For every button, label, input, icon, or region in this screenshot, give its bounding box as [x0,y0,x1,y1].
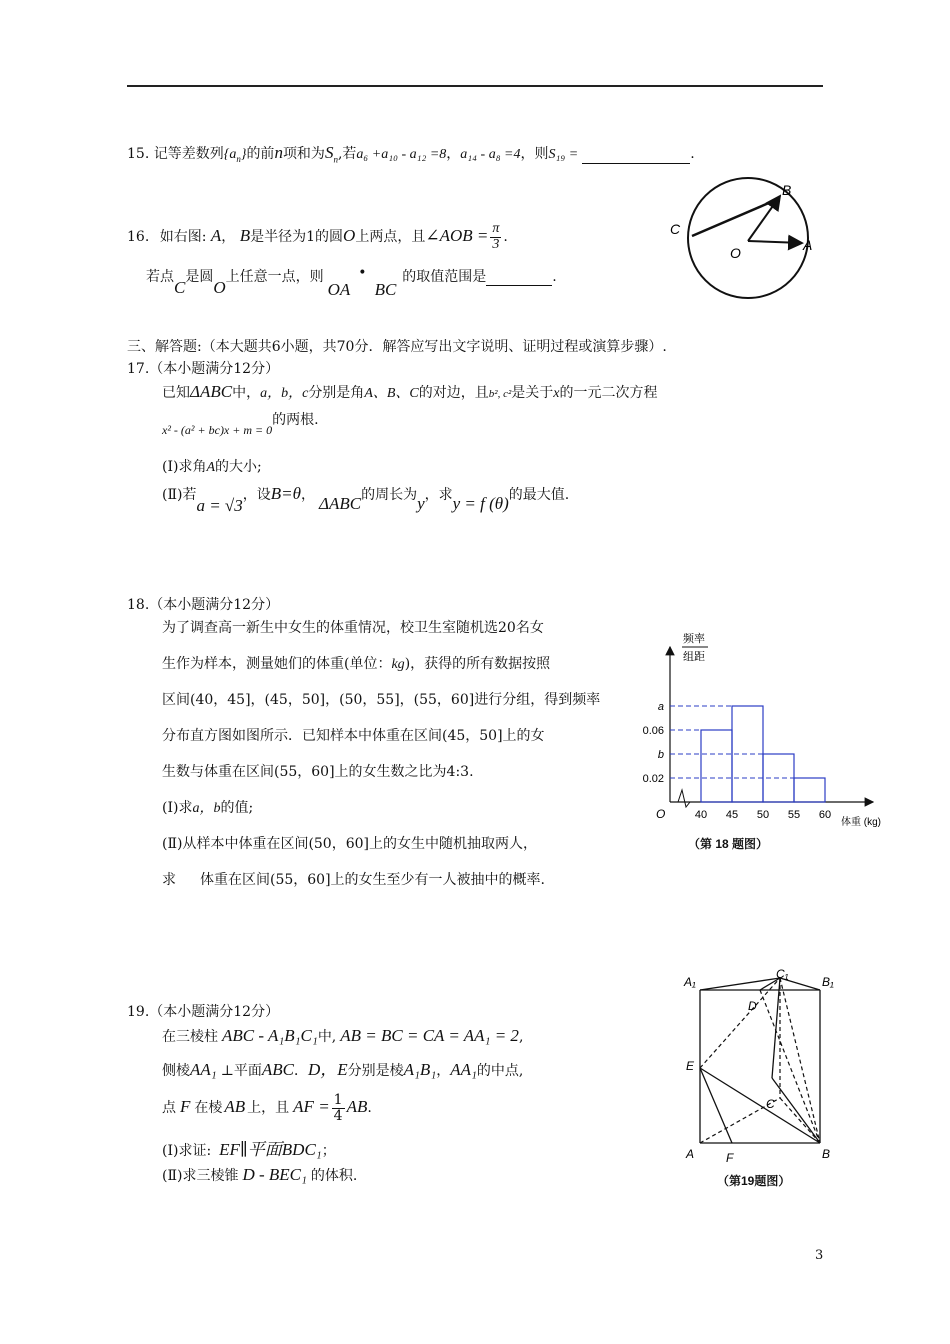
q16-point-b: B [239,226,251,246]
q16-text: 的取值范围是 [402,269,487,285]
vector-oa [748,241,802,243]
q16-text: 的圆 [315,229,344,246]
q16-angle: ∠AOB = [425,226,489,246]
label-b: B [782,182,792,198]
vector-ob [748,196,780,241]
q15-condition-1: a₆ +a₁₀ - a₁₂ =8 [356,147,447,162]
q19-prism: ABC - A₁B₁C₁ [222,1026,318,1045]
q17-var-y: y [417,494,425,513]
q17-part-1: (Ⅰ)求角A的大小; [162,459,262,475]
q18-line-1: 为了调查高一新生中女生的体重情况，校卫生室随机选20名女 [162,620,544,636]
q16-text: 上任意一点，则 [225,269,324,285]
q17-triangle: ΔABC [190,382,233,401]
figure-19-prism [680,968,840,1164]
q19-equalities: AB = BC = CA = AA₁ = 2 [340,1026,519,1045]
label-d: D [748,999,757,1013]
q16-text: 若点 [146,269,174,285]
q15-end: . [690,146,695,162]
q18-part-3: 求 体重在区间(55，60]上的女生至少有一人被抽中的概率. [162,872,546,888]
q16-dot-product: • [358,265,367,281]
q17-roots: b², c² [488,388,512,400]
q16-point-c: C [174,278,186,297]
y-label-bottom: 组距 [683,651,705,663]
q15-answer-blank[interactable] [582,163,690,164]
q15-seq: $\{a_n\}$ [223,147,247,164]
q18-line-2: 生作为样本，测量她们的体重(单位：kg)，获得的所有数据按照 [162,656,551,672]
q18-header: 18.（本小题满分12分） [127,597,280,613]
y-tick-label: 0.02 [642,773,664,785]
label-e: E [686,1059,695,1073]
q19-point-f: F [180,1097,191,1117]
q19-edge-ab: AB [346,1097,368,1117]
q18-line-5: 生数与体重在区间(55，60]上的女生数之比为4:3. [162,764,474,780]
y-label-top: 频率 [683,633,705,645]
q18-unit: kg [391,657,405,672]
section-3-heading: 三、解答题:（本大题共6小题，共70分．解答应写出文字说明、证明过程或演算步骤）. [127,339,667,355]
y-tick-label: 0.06 [642,725,664,737]
label-c1: C₁ [776,968,789,981]
q19-plane-bdc1: BDC₁ [281,1140,322,1159]
q18-ab: a，b [192,801,221,816]
q16-vector-oa: OA [327,280,351,299]
q16-text: 如右图: [159,229,207,246]
question-16-line-2 [146,265,557,299]
q19-line-3: 点 F 在棱 AB 上，且 AF = $\frac{1}{4}$ AB. [162,1092,372,1124]
q18-line-4: 分布直方图如图所示．已知样本中体重在区间(45，50]上的女 [162,728,545,744]
label-f: F [726,1151,734,1164]
label-b1: B₁ [822,975,834,989]
q16-fraction: $\frac{\pi}{3}$ [492,221,500,252]
q17-sides: a，b，c [260,386,309,401]
q16-text: 上两点，且 [355,229,426,246]
label-b: B [822,1147,831,1161]
q16-end: . [552,269,557,285]
q17-a-value: a = √3 [196,496,243,515]
q19-points-de: D，E [307,1060,348,1079]
q15-text: 项和为 [282,146,325,162]
q16-answer-blank[interactable] [486,285,552,286]
figure-19-caption: （第19题图） [717,1174,791,1188]
label-a: A [686,1147,695,1161]
label-o: O [730,245,741,261]
y-tick-label: a [657,701,664,713]
label-c: C [670,221,681,237]
q16-radius: 1 [306,229,316,246]
q15-sn: $S_n$ [324,143,338,165]
q19-part-2: (Ⅱ)求三棱锥 D - BEC₁ 的体积. [162,1165,358,1184]
label-a: A [803,237,813,253]
q18-line-3: 区间(40，45]，(45，50]，(50，55]，(55，60]进行分组，得到频率 [162,692,601,708]
q16-circle-o: O [343,226,356,246]
q19-line-1: 在三棱柱 ABC - A₁B₁C₁中, AB = BC = CA = AA₁ = 2, [162,1026,524,1045]
q19-ef: EF∥平面 [219,1140,282,1159]
q18-part-1: (Ⅰ)求a，b的值; [162,800,254,816]
axis-break [678,790,690,807]
label-c: C [766,1097,775,1111]
q15-number: 15. [127,146,150,162]
q15-text: 记等差数列 [153,146,224,162]
q15-text: ， [446,146,461,162]
q19-line-2: 侧棱AA₁ ⊥平面ABC．D，E分别是棱A₁B₁，AA₁的中点, [162,1060,524,1079]
q15-target: S₁₉ = [548,147,579,162]
q15-n: n [274,143,283,162]
q16-number: 16. [127,229,150,246]
q19-plane-abc: ABC [261,1060,294,1079]
bar-(55,60] [794,778,825,802]
bar-(40,45] [701,730,732,802]
page-number: 3 [815,1248,824,1263]
q16-text: 是半径为 [250,229,307,246]
x-tick-label: 45 [725,809,739,821]
q17-angle-a: A [206,460,216,475]
question-15 [127,143,695,164]
q17-function: y = f (θ) [452,494,509,513]
q19-header: 19.（本小题满分12分） [127,1004,280,1020]
q15-text: ，则 [520,146,549,162]
q19-edge-ab: AB [224,1097,246,1117]
q17-part-2: (Ⅱ)若a = √3，设B=θ， ΔABC的周长为y，求y = f (θ)的最大值. [162,484,570,515]
figure-18-histogram [628,625,898,855]
q17-header: 17.（本小题满分12分） [127,361,280,377]
q19-part-1: (Ⅰ)求证: EF∥平面BDC₁； [162,1140,336,1159]
q16-circle-o: O [213,278,226,297]
q17-triangle: ΔABC [318,494,362,513]
x-tick-label: 60 [818,809,832,821]
q17-angles: A、B、C [364,386,419,401]
label-a1: A₁ [684,975,696,989]
q16-vector-bc: BC [374,280,397,299]
q19-af: AF = [293,1097,330,1117]
question-16-line-1 [127,222,508,252]
x-axis-label: 体重 (kg) [841,817,881,828]
x-tick-label: 50 [756,809,770,821]
q17-line-2: x² - (a² + bc)x + m = 0的两根. [162,412,319,437]
q16-dot: . [503,229,508,246]
q15-text: 的前 [246,146,275,162]
q18-part-2: (Ⅱ)从样本中体重在区间(50，60]上的女生中随机抽取两人， [162,836,537,852]
q19-edge-aa1: AA₁ [190,1060,217,1079]
q15-condition-2: a₁₄ - a₈ =4 [460,147,521,162]
q19-pyramid: D - BEC₁ [242,1165,307,1184]
header-rule [127,85,823,87]
q16-point-a: A [210,226,222,246]
x-tick-label: 40 [694,809,708,821]
q16-sep: ， [221,229,236,246]
q17-equation: x² - (a² + bc)x + m = 0 [162,423,273,437]
q19-edge-aa1: AA₁ [450,1060,477,1079]
q19-fraction: $\frac{1}{4}$ [333,1092,343,1124]
figure-18-caption: （第 18 题图） [688,837,769,851]
q16-text: 是圆 [185,269,214,285]
figure-16-circle [660,176,830,306]
q17-var-x: x [553,386,560,401]
x-tick-label: 55 [787,809,801,821]
y-tick-label: b [657,749,664,761]
q17-b-theta: B=θ [270,484,301,503]
q15-text: ,若 [337,146,357,162]
q19-edge-a1b1: A₁B₁ [403,1060,437,1079]
q17-line-1: 已知ΔABC中，a，b，c分别是角A、B、C的对边，且b², c²是关于x的一元二次方程 [162,382,658,401]
origin-label: O [656,807,666,821]
